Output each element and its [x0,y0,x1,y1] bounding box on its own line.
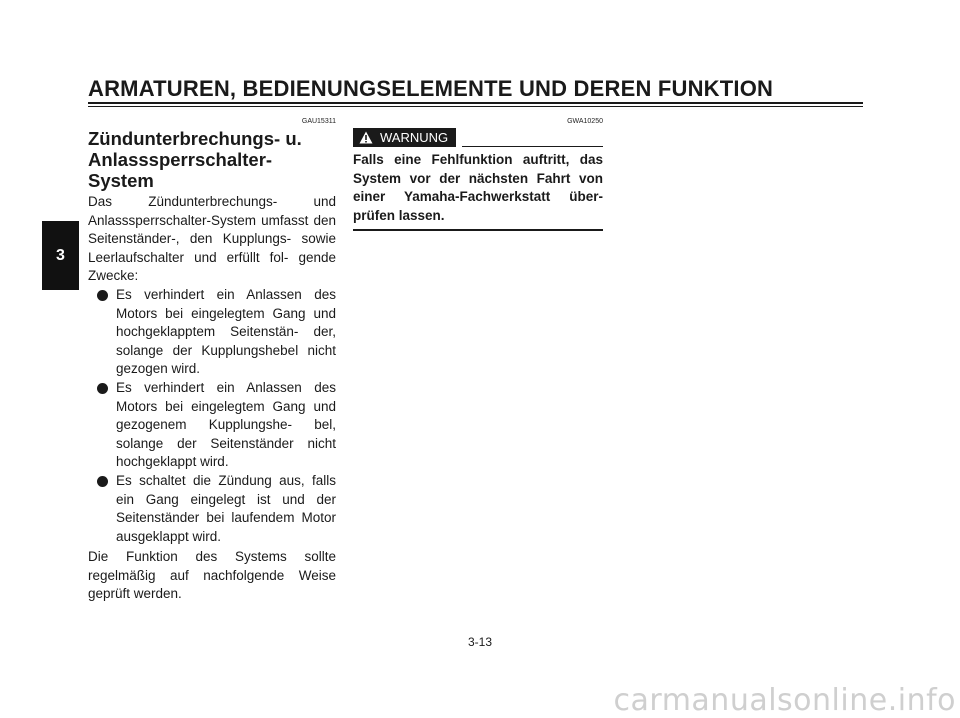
text-line: Motor ausgeklappt wird. [116,510,336,544]
warning-badge [353,128,456,147]
intro-paragraph [88,193,336,286]
text-line: sowie Leerlaufschalter und erfüllt fol- [88,231,336,265]
text-line: Motors bei eingelegtem Gang [116,305,314,321]
text-line: geprüft werden. [88,586,182,602]
text-line: Seitenständer bei laufendem [116,510,302,526]
text-line: einer Yamaha-Fachwerkstatt über- [353,189,603,205]
list-item [88,379,336,472]
bullet-icon [97,290,108,301]
list-item [88,286,336,379]
text-line: und hochgeklapptem Seitenstän- [116,305,336,340]
text-line: prüfen lassen. [353,207,445,223]
watermark: carmanualsonline.info [613,683,956,718]
section-title-line: Anlasssperrschalter-System [88,149,273,191]
text-line: bel, solange der Seitenständer [116,417,336,451]
text-line: gende Zwecke: [88,249,336,284]
text-line: Das Zündunterbrechungs- und [88,194,336,209]
warning-bottom-rule [353,229,603,231]
warning-header-rule [462,146,603,148]
function-list [88,286,336,546]
header-rule-thin [88,106,863,107]
text-line: Die Funktion des Systems sollte [88,549,336,565]
text-line: und gezogenem Kupplungshe- [116,398,336,433]
right-column [353,118,603,231]
text-line: den Seitenständer-, den Kupplungs- [88,212,336,247]
chapter-tab: 3 [42,221,79,290]
text-line: ein Gang eingelegt ist und der [116,491,336,507]
warning-label: WARNUNG [380,130,449,145]
text-line: Motors bei eingelegtem Gang [116,398,314,414]
text-line: der, solange der Kupplungshebel [116,324,336,358]
section-code: GAU15311 [301,118,336,125]
page-number: 3-13 [467,635,493,649]
text-line: Falls eine Fehlfunktion auftritt, das [353,152,603,167]
text-line: Es verhindert ein Anlassen des [116,379,336,395]
left-column [88,118,336,604]
warning-code: GWA10250 [567,118,603,125]
list-item [88,472,336,546]
bullet-icon [97,383,108,394]
section-title-line: Zündunterbrechungs- u. [88,128,302,149]
text-line: Es verhindert ein Anlassen des [116,286,336,302]
bullet-icon [97,476,108,487]
text-line: regelmäßig auf nachfolgende Weise [88,567,336,583]
text-line: nicht gezogen wird. [116,342,336,377]
section-title [88,128,336,191]
warning-header [353,128,603,147]
header-rule-thick [88,102,863,104]
text-line: Es schaltet die Zündung aus, falls [116,472,336,488]
page-header-title: ARMATUREN, BEDIENUNGSELEMENTE UND DEREN FUNKTION [88,76,774,101]
text-line: Anlasssperrschalter-System umfasst [88,212,314,228]
warning-triangle-icon [359,131,373,144]
closing-paragraph [88,548,336,604]
text-line: System vor der nächsten Fahrt von [353,170,603,186]
warning-text [353,151,603,225]
text-line: nicht hochgeklappt wird. [116,435,336,470]
